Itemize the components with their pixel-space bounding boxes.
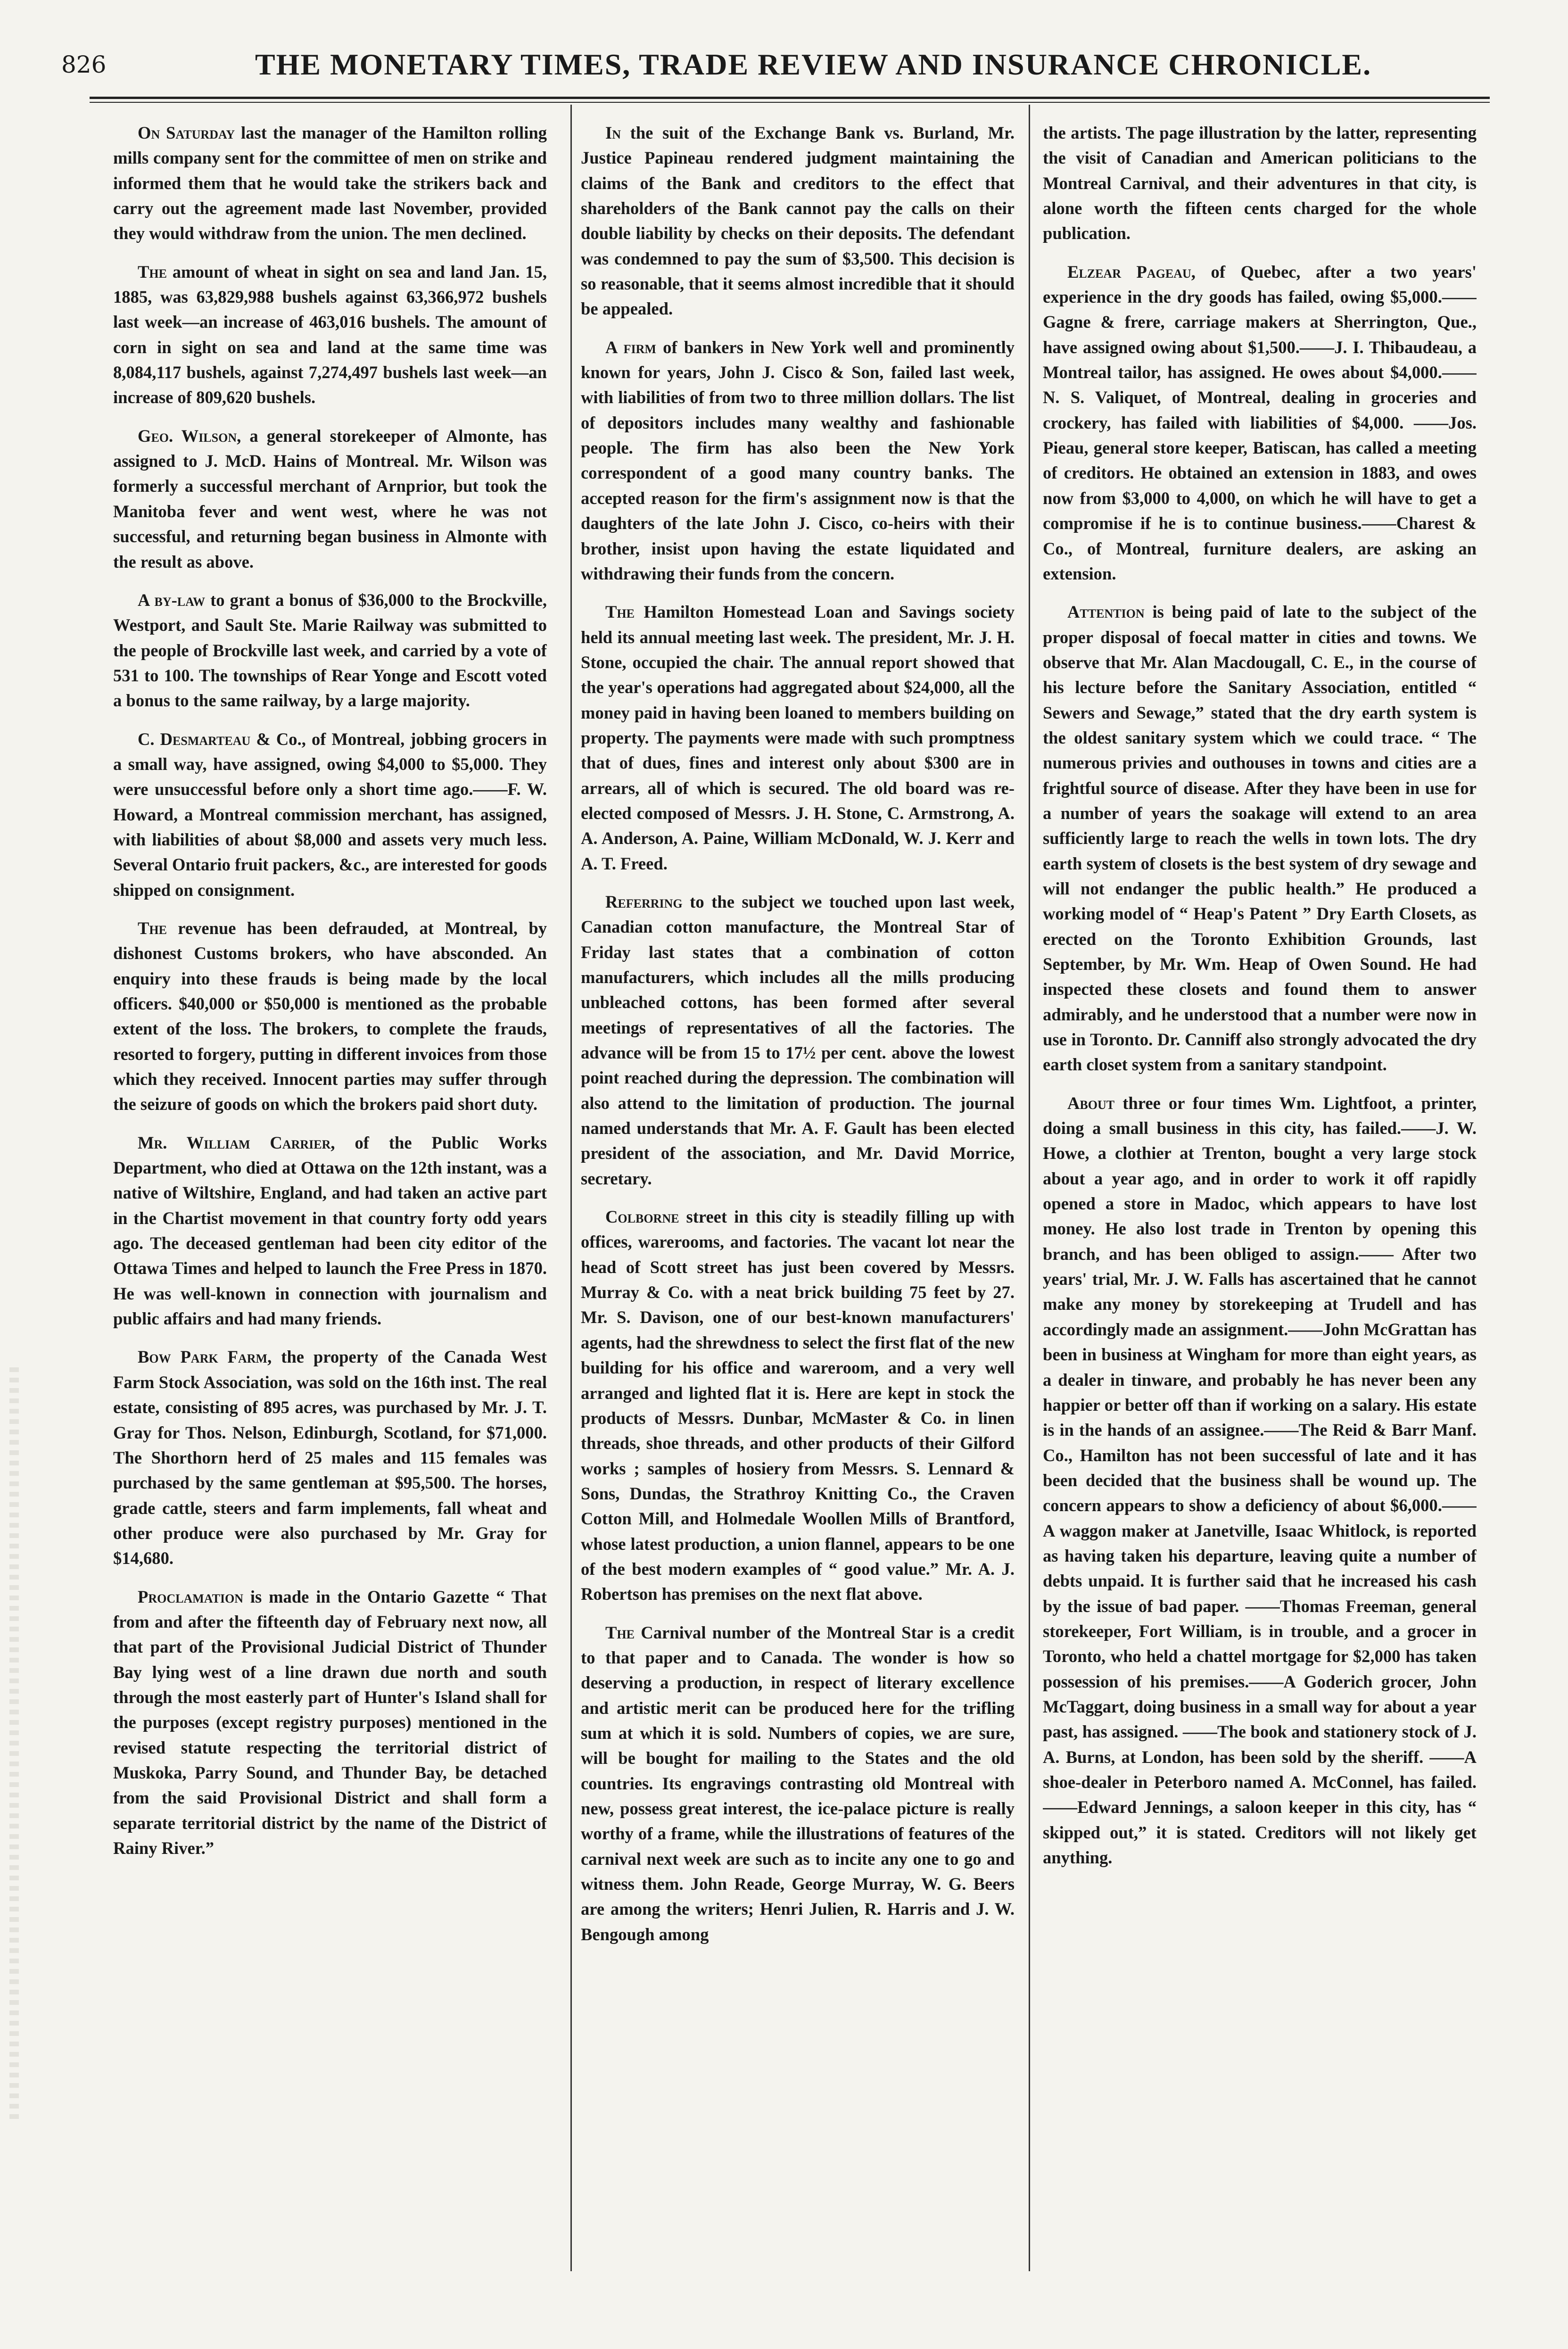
article-paragraph: [581, 599, 1015, 876]
paragraph-text: is being paid of late to the subject of the proper disposal of foecal matter in cities and towns. We observe that Mr. Alan Macdougall, C. E., in the course of his lecture before the Sanitary Association, entitled “ Sewers and Sewage,” stated that the dry earth system is the oldest sanitary system which we could trace. “ The numerous privies and outhouses in towns and cities are a frightful source of disease. After they have been in use for a number of years the soakage will extend to an area sufficiently large to reach the wells in town lots. The dry earth system of closets is the best system of dry sewage and will not endanger the public health.” He produced a working model of “ Heap's Patent ” Dry Earth Closets, as erected on the Toronto Exhibition Grounds, last September, by Mr. Wm. Heap of Owen Sound. He had inspected these closets and found them to answer admirably, and he understood that a number were now in use in Toronto. Dr. Canniff also strongly advocated the dry earth closet system from a sanitary standpoint.: [1043, 602, 1477, 1075]
paragraph-lead: Attention: [1067, 602, 1145, 622]
paragraph-text: the artists. The page illustration by the latter, representing the visit of Canadian and American politicians to the Montreal Carnival, and their adventures in that city, is alone worth the fifteen cents charged for the whole publication.: [1043, 123, 1477, 243]
paragraph-text: of the Public Works Department, who died at Ottawa on the 12th instant, was a native of Wiltshire, England, and had taken an active part in the Chartist movement in that country forty odd years ago. The deceased gentleman had been city editor of the Ottawa Times and helped to launch the Free Press in 1870. He was well-known in connection with journalism and public affairs and had many friends.: [113, 1133, 547, 1329]
paragraph-text: to grant a bonus of $36,000 to the Brockville, Westport, and Sault Ste. Marie Railway was submitted to the people of Brockville last week, and carried by a vote of 531 to 100. The townships of Rear Yonge and Escott voted a bonus to the same railway, by a large majority.: [113, 590, 547, 711]
paragraph-lead: The: [138, 262, 167, 281]
paragraph-lead: A by-law: [138, 590, 206, 610]
paragraph-text: the suit of the Exchange Bank vs. Burland, Mr. Justice Papineau rendered judgment maintaining the claims of the Bank and creditors to the effect that shareholders of the Bank cannot pay the calls on their double liability by checks on their deposits. The defendant was condemned to pay the sum of $3,500. This decision is so reasonable, that it seems almost incredible that it should be appealed.: [581, 123, 1015, 319]
paragraph-lead: Elzear Pageau,: [1067, 262, 1196, 281]
paragraph-text: a general storekeeper of Almonte, has assigned to J. McD. Hains of Montreal. Mr. Wilson was formerly a successful merchant of Arnprior, but took the Manitoba fever and went west, where he was not successful, and returning began business in Almonte with the result as above.: [113, 426, 547, 571]
article-paragraph: [581, 1204, 1015, 1607]
paragraph-lead: The: [605, 1622, 635, 1642]
column-1: [113, 120, 547, 2280]
column-2: [581, 120, 1015, 2280]
article-paragraph: [113, 587, 547, 713]
paragraph-text: Hamilton Homestead Loan and Savings society held its annual meeting last week. The president, Mr. J. H. Stone, occupied the chair. The annual report showed that the year's operations had aggregated about $24,000, all the money paid in having been loaned to members building on property. The payments were made with such promptness that of dues, fines and interest only about $300 are in arrears, all of which is secured. The old board was re-elected composed of Messrs. J. H. Stone, C. Armstrong, A. A. Anderson, A. Paine, William McDonald, W. J. Kerr and A. T. Freed.: [581, 602, 1015, 873]
article-paragraph: [1043, 1091, 1477, 1870]
article-paragraph: [113, 1130, 547, 1332]
paragraph-text: to the subject we touched upon last week, Canadian cotton manufacture, the Montreal Star of Friday last states that a combination of cotton manufacturers, which includes all the mills producing unbleached cottons, has been formed after several meetings of representatives of all the factories. The advance will be from 15 to 17½ per cent. above the lowest point reached during the depression. The combination will also attend to the limitation of production. The journal named understands that Mr. A. F. Gault has been elected president of the association, and Mr. David Morrice, secretary.: [581, 892, 1015, 1188]
article-paragraph: [581, 335, 1015, 586]
paragraph-lead: A firm: [605, 337, 656, 357]
paragraph-lead: C. Desmarteau: [138, 729, 251, 749]
binding-edge: [9, 1367, 19, 2122]
paragraph-lead: Proclamation: [138, 1587, 244, 1606]
article-paragraph: [581, 889, 1015, 1191]
paragraph-text: & Co., of Montreal, jobbing grocers in a small way, have assigned, owing $4,000 to $5,000. They were unsuccessful before only a short time ago.——F. W. Howard, a Montreal commission merchant, has assigned, with liabilities of about $8,000 and assets very much less. Several Ontario fruit packers, &c., are interested for goods shipped on consignment.: [113, 729, 547, 900]
article-paragraph: [113, 727, 547, 902]
paragraph-text: amount of wheat in sight on sea and land Jan. 15, 1885, was 63,829,988 bushels against 63,366,972 bushels last week—an increase of 463,016 bushels. The amount of corn in sight on sea and land at the same time was 8,084,117 bushels, against 7,274,497 bushels last week—an increase of 809,620 bushels.: [113, 262, 547, 407]
paragraph-lead: The: [138, 918, 167, 938]
column-rule: [570, 105, 572, 2271]
article-paragraph: [113, 423, 547, 574]
paragraph-text: of bankers in New York well and prominently known for years, John J. Cisco & Son, failed last week, with liabilities of from two to three million dollars. The list of depositors includes many wealthy and fashionable people. The firm has also been the New York correspondent of a good many country banks. The accepted reason for the firm's assignment now is that the daughters of the late John J. Cisco, co-heirs with their brother, insist upon having the estate liquidated and withdrawing their funds from the concern.: [581, 337, 1015, 583]
paragraph-text: revenue has been defrauded, at Montreal, by dishonest Customs brokers, who have absconded. An enquiry into these frauds is being made by the local officers. $40,000 or $50,000 is mentioned as the probable extent of the loss. The brokers, to complete the frauds, resorted to forgery, putting in different invoices from those which they received. Innocent parties may suffer through the seizure of goods on which the brokers paid short duty.: [113, 918, 547, 1114]
paragraph-lead: Colborne: [605, 1207, 679, 1227]
header-rule: [90, 97, 1490, 99]
article-paragraph: [113, 1344, 547, 1571]
paragraph-lead: In: [605, 123, 621, 142]
paragraph-text: three or four times Wm. Lightfoot, a printer, doing a small business in this city, has failed.——J. W. Howe, a clothier at Trenton, bought a very large stock about a year ago, and in order to work it off rapidly opened a store in Madoc, which appears to have lost money. He also lost trade in Trenton by opening this branch, and has been obliged to assign.—— After two years' trial, Mr. J. W. Falls has ascertained that he cannot make any money by storekeeping at Trudell and has accordingly made an assignment.——John McGrattan has been in business at Wingham for more than eight years, as a dealer in tinware, and probably he has never been any happier or better off than if working on a salary. His estate is in the hands of an assignee.——The Reid & Barr Manf. Co., Hamilton has not been successful of late and it has been decided that the business shall be wound up. The concern appears to show a deficiency of about $6,000.——A waggon maker at Janetville, Isaac Whitlock, is reported as having taken his departure, leaving quite a number of debts unpaid. It is further said that he increased his cash by the issue of bad paper. ——Thomas Freeman, general storekeeper, Fort William, is in trouble, and a grocer in Toronto, who held a chattel mortgage for $2,000 has taken possession of his premises.——A Goderich grocer, John McTaggart, doing business in a small way for about a year past, has assigned. ——The book and stationery stock of J. A. Burns, at London, has been sold by the sheriff. ——A shoe-dealer in Peterboro named A. McConnel, has failed.——Edward Jennings, a saloon keeper in this city, has “ skipped out,” it is stated. Creditors will not likely get anything.: [1043, 1093, 1477, 1868]
column-3: [1043, 120, 1477, 2280]
header-rule-thin: [90, 102, 1490, 103]
paragraph-lead: Geo. Wilson,: [138, 426, 241, 446]
paragraph-text: of Quebec, after a two years' experience in the dry goods has failed, owing $5,000.——Gagne & frere, carriage makers at Sherrington, Que., have assigned owing about $1,500.——J. I. Thibaudeau, a Montreal tailor, has assigned. He owes about $4,000.——N. S. Valiquet, of Montreal, dealing in groceries and crockery, has failed with liabilities of $4,000. ——Jos. Pieau, general store keeper, Batiscan, has called a meeting of creditors. He obtained an extension in 1883, and owes now from $3,000 to 4,000, on which he will have to get a compromise if he is to continue business.——Charest & Co., of Montreal, furniture dealers, are asking an extension.: [1043, 262, 1477, 583]
running-title: THE MONETARY TIMES, TRADE REVIEW AND INSURANCE CHRONICLE.: [255, 48, 1372, 81]
paragraph-text: Carnival number of the Montreal Star is a credit to that paper and to Canada. The wonder is how so deserving a production, in respect of literary excellence and artistic merit can be produced here for the trifling sum at which it is sold. Numbers of copies, we are sure, will be bought for mailing to the States and the old countries. Its engravings contrasting old Montreal with new, possess great interest, the ice-palace picture is really worthy of a frame, while the illustrations of features of the carnival next week are such as to incite any one to go and witness them. John Reade, George Murray, W. G. Beers are among the writers; Henri Julien, R. Harris and J. W. Bengough among: [581, 1622, 1015, 1944]
paragraph-lead: Referring: [605, 892, 683, 911]
paragraph-text: last the manager of the Hamilton rolling mills company sent for the committee of men on strike and informed them that he would take the strikers back and carry out the agreement made last November, provided they would withdraw from the union. The men declined.: [113, 123, 547, 243]
paragraph-text: is made in the Ontario Gazette “ That from and after the fifteenth day of February next now, all that part of the Provisional Judicial District of Thunder Bay lying west of a line drawn due north and south through the most easterly part of Hunter's Island shall for the purposes (except registry purposes) mentioned in the revised statute respecting the territorial district of Muskoka, Parry Sound, and Thunder Bay, be detached from the said Provisional District and shall form a separate territorial district by the name of the District of Rainy River.”: [113, 1587, 547, 1858]
paragraph-lead: The: [605, 602, 635, 622]
paragraph-lead: Mr. William Carrier,: [138, 1133, 335, 1152]
paragraph-text: the property of the Canada West Farm Stock Association, was sold on the 16th inst. The real estate, consisting of 895 acres, was purchased by Mr. J. T. Gray for Thos. Nelson, Edinburgh, Scotland, for $71,000. The Shorthorn herd of 25 males and 115 females was purchased by the same gentleman at $95,500. The horses, grade cattle, steers and farm implements, fall wheat and other produce were also purchased by Mr. Gray for $14,680.: [113, 1347, 547, 1568]
article-paragraph: [581, 1620, 1015, 1947]
article-paragraph: [1043, 259, 1477, 586]
paragraph-lead: Bow Park Farm,: [138, 1347, 272, 1367]
article-paragraph: [581, 120, 1015, 322]
column-rule: [1029, 105, 1030, 2271]
article-paragraph: [113, 120, 547, 246]
article-paragraph: [113, 259, 547, 410]
article-paragraph: [113, 1584, 547, 1861]
page-number: 826: [61, 51, 107, 78]
article-paragraph: [1043, 120, 1477, 246]
article-paragraph: [1043, 599, 1477, 1077]
paragraph-text: street in this city is steadily filling up with offices, warerooms, and factories. The vacant lot near the head of Scott street has just been covered by Messrs. Murray & Co. with a neat brick building 75 feet by 27. Mr. S. Davison, one of our best-known manufacturers' agents, had the shrewdness to select the first flat of the new building for his office and wareroom, and a very well arranged and lighted flat it is. Here are kept in stock the products of Messrs. Dunbar, McMaster & Co. in linen threads, shoe threads, and other products of their Gilford works ; samples of hosiery from Messrs. S. Lennard & Sons, Dundas, the Strathroy Knitting Co., the Craven Cotton Mill, and Holmedale Woollen Mills of Brantford, whose latest production, a union flannel, appears to be one of the best modern examples of “ good value.” Mr. A. J. Robertson has premises on the next flat above.: [581, 1207, 1015, 1604]
page-header: [61, 43, 1471, 86]
paragraph-lead: About: [1067, 1093, 1115, 1113]
article-paragraph: [113, 916, 547, 1117]
paragraph-lead: On Saturday: [138, 123, 235, 142]
